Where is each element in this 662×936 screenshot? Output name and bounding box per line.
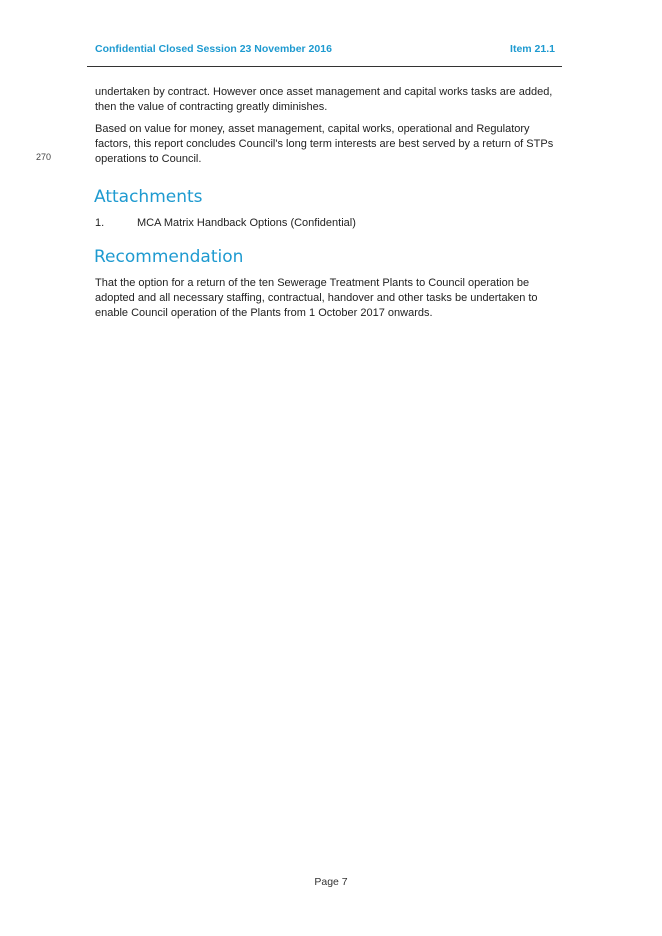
body-paragraph: Based on value for money, asset management, capital works, operational and Regulatory factors, this report concludes Council's long term interests are best served by a return of STPs operations to Council. bbox=[95, 123, 554, 165]
line-number: 270 bbox=[36, 152, 52, 162]
page-header bbox=[95, 43, 555, 63]
body-paragraph: undertaken by contract. However once asset management and capital works tasks are added, then the value of contracting greatly diminishes. bbox=[95, 86, 553, 113]
session-title: Confidential Closed Session 23 November 2016 bbox=[95, 43, 332, 55]
item-number: Item 21.1 bbox=[510, 43, 555, 55]
page-number: Page 7 bbox=[314, 876, 348, 888]
attachment-title: MCA Matrix Handback Options (Confidential) bbox=[137, 217, 356, 229]
attachments-heading: Attachments bbox=[94, 187, 203, 207]
recommendation-text: That the option for a return of the ten Sewerage Treatment Plants to Council operation be adopted and all necessary staffing, contractual, handover and other tasks be undertaken to enable Council operation of the Plants from 1 October 2017 onwards. bbox=[95, 277, 538, 319]
attachment-number: 1. bbox=[95, 217, 105, 229]
recommendation-heading: Recommendation bbox=[94, 247, 244, 267]
header-divider bbox=[87, 66, 562, 67]
